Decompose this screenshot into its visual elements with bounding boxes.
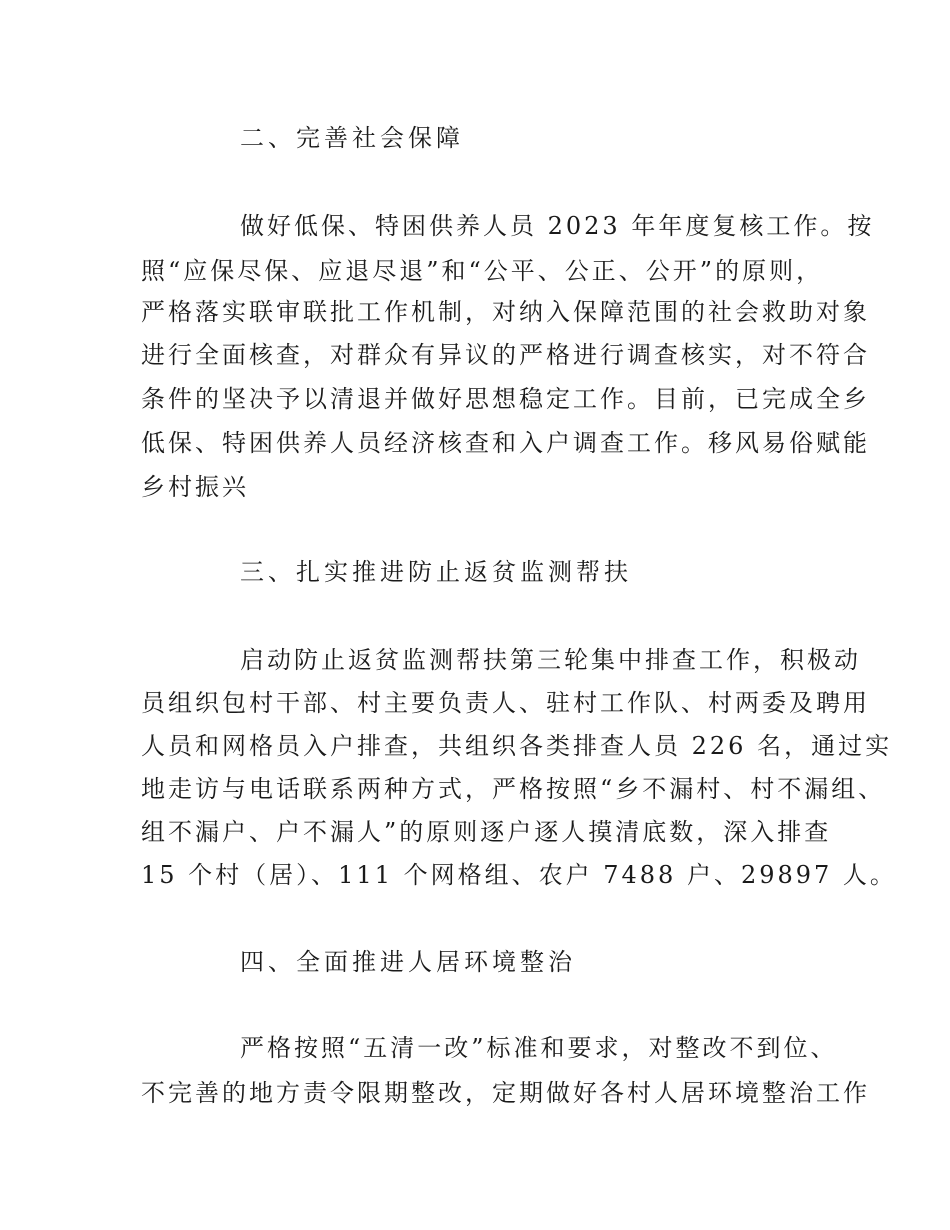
paragraph-line: 做好低保、特困供养人员 2023 年年度复核工作。按 (240, 212, 875, 240)
paragraph-line: 乡村振兴 (141, 473, 249, 501)
paragraph-line: 员组织包村干部、村主要负责人、驻村工作队、村两委及聘用 (141, 689, 870, 717)
paragraph-line: 严格落实联审联批工作机制，对纳入保障范围的社会救助对象 (141, 298, 870, 326)
paragraph-line: 照“应保尽保、应退尽退”和“公平、公正、公开”的原则， (141, 257, 824, 285)
section-heading: 三、扎实推进防止返贫监测帮扶 (240, 558, 632, 586)
paragraph-line: 严格按照“五清一改”标准和要求，对整改不到位、 (240, 1034, 838, 1062)
paragraph-line: 低保、特困供养人员经济核查和入户调查工作。移风易俗赋能 (141, 429, 870, 457)
paragraph-line: 启动防止返贫监测帮扶第三轮集中排查工作，积极动 (240, 646, 861, 674)
paragraph-line: 组不漏户、户不漏人”的原则逐户逐人摸清底数，深入排查 (141, 818, 832, 846)
paragraph-line: 地走访与电话联系两种方式，严格按照“乡不漏村、村不漏组、 (141, 775, 886, 803)
paragraph-line: 条件的坚决予以清退并做好思想稳定工作。目前，已完成全乡 (141, 385, 870, 413)
section-heading: 四、全面推进人居环境整治 (240, 948, 576, 976)
paragraph-line: 人员和网格员入户排查，共组织各类排查人员 226 名，通过实 (141, 732, 893, 760)
section-heading: 二、完善社会保障 (240, 124, 464, 152)
paragraph-line: 进行全面核查，对群众有异议的严格进行调查核实，对不符合 (141, 341, 870, 369)
paragraph-line: 15 个村（居）、111 个网格组、农户 7488 户、29897 人。 (141, 861, 897, 889)
paragraph-line: 不完善的地方责令限期整改，定期做好各村人居环境整治工作 (141, 1079, 870, 1107)
